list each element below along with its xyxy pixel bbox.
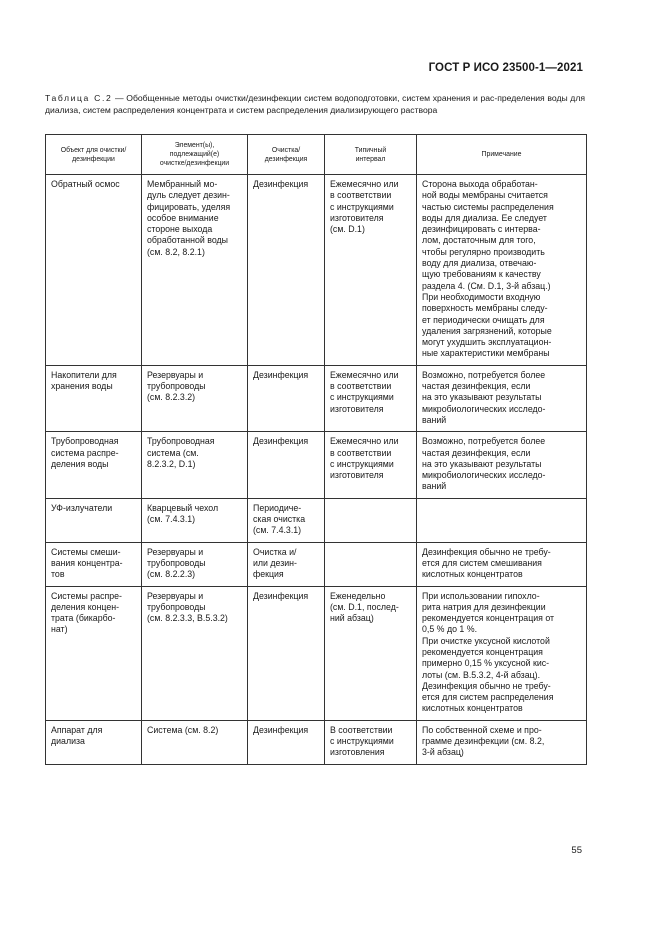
cell-cleaning: Дезинфекция: [248, 175, 325, 366]
cell-elements: Трубопроводная система (см. 8.2.3.2, D.1): [142, 432, 248, 498]
table-row: [46, 586, 587, 720]
table-header-row: [46, 135, 587, 175]
cell-note: [417, 498, 587, 542]
cell-cleaning: Дезинфекция: [248, 365, 325, 431]
cell-elements: Резервуары и трубопроводы (см. 8.2.3.2): [142, 365, 248, 431]
header-object: Объект для очистки/ дезинфекции: [46, 135, 142, 175]
document-id: ГОСТ Р ИСО 23500-1—2021: [428, 62, 583, 74]
header-cleaning: Очистка/ дезинфекция: [248, 135, 325, 175]
table-row: [46, 175, 587, 366]
table-row: [46, 498, 587, 542]
cell-interval: Ежемесячно или в соответствии с инструкциями изготовителя: [325, 365, 417, 431]
cell-interval: [325, 542, 417, 586]
header-interval: Типичный интервал: [325, 135, 417, 175]
cell-cleaning: Периодиче- ская очистка (см. 7.4.3.1): [248, 498, 325, 542]
cell-interval: В соответствии с инструкциями изготовления: [325, 720, 417, 764]
cell-cleaning: Дезинфекция: [248, 720, 325, 764]
cell-object: Накопители для хранения воды: [46, 365, 142, 431]
cell-elements: Резервуары и трубопроводы (см. 8.2.3.3, В.5.3.2): [142, 586, 248, 720]
cell-object: Системы смеши- вания концентра- тов: [46, 542, 142, 586]
cell-note: Возможно, потребуется более частая дезинфекция, если на это указывают результаты микробиологических исследо- ваний: [417, 365, 587, 431]
table-label: Таблица С.2: [45, 93, 113, 103]
cleaning-methods-table: [45, 134, 587, 765]
header-note: Примечание: [417, 135, 587, 175]
cell-interval: Ежемесячно или в соответствии с инструкциями изготовителя (см. D.1): [325, 175, 417, 366]
cell-interval: [325, 498, 417, 542]
table-row: [46, 432, 587, 498]
cell-elements: Мембранный мо- дуль следует дезин- фицировать, уделяя особое внимание стороне выхода обработанной воды (см. 8.2, 8.2.1): [142, 175, 248, 366]
table-caption-text: — Обобщенные методы очистки/дезинфекции систем водоподготовки, систем хранения и рас-пределения воды для диализа, систем распределения концентрата и систем распределения диализирующего раствора: [45, 93, 585, 115]
table-row: [46, 720, 587, 764]
table-caption: [45, 92, 585, 116]
cell-cleaning: Дезинфекция: [248, 432, 325, 498]
cell-note: Сторона выхода обработан- ной воды мембраны считается частью системы распределения воды для диализа. Ее следует дезинфицировать с интерва- лом, достаточным для того, чтобы регулярно производить воду для диализа, отвечаю- щую требованиям к качеству раздела 4. (См. D.1, 3-й абзац.) При необходимости входную поверхность мембраны следу- ет периодически очищать для удаления загрязнений, которые могут ухудшить эксплуатацион- ные характеристики мембраны: [417, 175, 587, 366]
cell-elements: Система (см. 8.2): [142, 720, 248, 764]
cell-object: Аппарат для диализа: [46, 720, 142, 764]
cell-note: Дезинфекция обычно не требу- ется для систем смешивания кислотных концентратов: [417, 542, 587, 586]
header-elements: Элемент(ы), подлежащий(е) очистке/дезинфекции: [142, 135, 248, 175]
cell-cleaning: Дезинфекция: [248, 586, 325, 720]
page-number: 55: [571, 845, 582, 856]
table-row: [46, 365, 587, 431]
cell-object: УФ-излучатели: [46, 498, 142, 542]
cell-elements: Резервуары и трубопроводы (см. 8.2.2.3): [142, 542, 248, 586]
table-row: [46, 542, 587, 586]
cell-note: По собственной схеме и про- грамме дезинфекции (см. 8.2, 3-й абзац): [417, 720, 587, 764]
cell-object: Системы распре- деления концен- трата (бикарбо- нат): [46, 586, 142, 720]
cell-elements: Кварцевый чехол (см. 7.4.3.1): [142, 498, 248, 542]
cell-object: Обратный осмос: [46, 175, 142, 366]
cell-interval: Еженедельно (см. D.1, послед- ний абзац): [325, 586, 417, 720]
cell-interval: Ежемесячно или в соответствии с инструкциями изготовителя: [325, 432, 417, 498]
cell-cleaning: Очистка и/ или дезин- фекция: [248, 542, 325, 586]
cell-object: Трубопроводная система распре- деления воды: [46, 432, 142, 498]
cell-note: Возможно, потребуется более частая дезинфекция, если на это указывают результаты микробиологических исследо- ваний: [417, 432, 587, 498]
cell-note: При использовании гипохло- рита натрия для дезинфекции рекомендуется концентрация от 0,5 % до 1 %. При очистке уксусной кислотой рекомендуется концентрация примерно 0,15 % уксусной кис- лоты (см. В.5.3.2, 4-й абзац). Дезинфекция обычно не требу- ется для систем распределения кислотных концентратов: [417, 586, 587, 720]
